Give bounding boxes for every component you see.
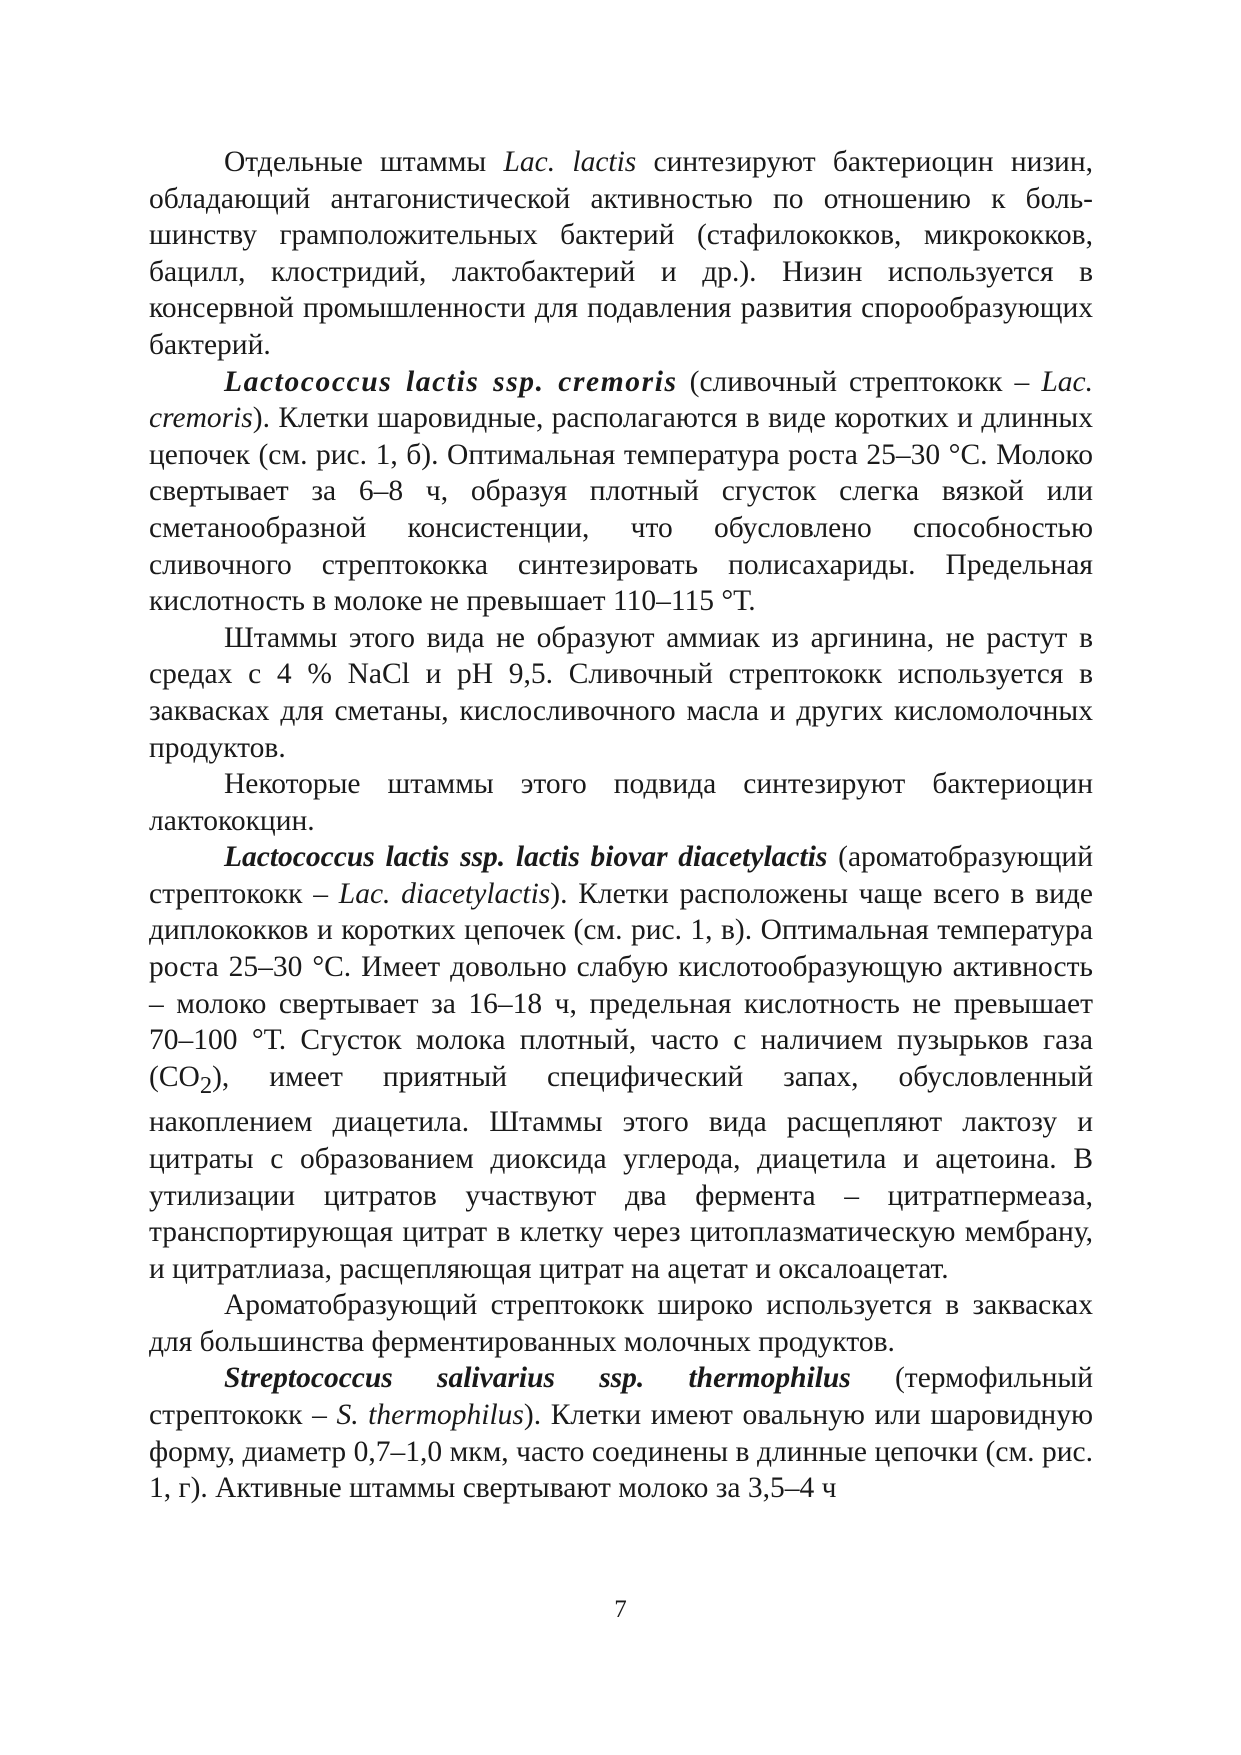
species-heading: Lactococcus lactis ssp. lactis biovar diacetylactis — [224, 841, 828, 874]
species-heading: Streptococcus salivarius ssp. thermophilus — [224, 1362, 851, 1395]
text-run: синтезируют бактериоцин низин, обладающий антагонистической активностью по отношению к большинству грамположительных бактерий (стафилококков, микрококков, бацилл, клостридий, лактобактерий и др.). Низин используется в консервной промышленности для подавления развития спорообразующих бактерий. — [149, 146, 1093, 361]
paragraph-nisin — [149, 144, 1093, 364]
text-run: Штаммы этого вида не образуют аммиак из аргинина, не растут в средах с 4 % NaCl и рН 9,5. Сливочный стрептококк используется в заквасках для сметаны, кислосливочного масла и других кисломолочных продуктов. — [149, 621, 1093, 764]
species-name: Lac. lactis — [503, 146, 637, 178]
text-run: (ароматобразующий стрептококк – — [149, 841, 1093, 910]
text-run: ). Клетки шаровидные, располагаются в виде коротких и длинных цепочек (см. рис. 1, б). Оптимальная температура роста 25–30 °С. Молоко свертывает за 6–8 ч, образуя плотный сгусток слегка вязкой или сметанообразной консистенции, что обусловлено способностью сливочного стрептококка синтезировать полисахариды. Предельная кислотность в молоке не превышает 110–115 °Т. — [149, 402, 1093, 618]
paragraph-aroma-usage — [149, 1287, 1093, 1360]
page-number: 7 — [614, 1596, 627, 1623]
text-run: Некоторые штаммы этого подвида синтезируют бактериоцин лактококцин. — [149, 768, 1093, 837]
species-name: Lac. diacetylactis — [338, 877, 551, 910]
text-run: ). Клетки расположены чаще всего в виде диплококков и коротких цепочек (см. рис. 1, в). Оптимальная температура роста 25–30 °С. Имеет довольно слабую кислотообразующую активность – молоко свертывает за 16–18 ч, предельная кислотность не превышает 70–100 °Т. Сгусток молока плотный, часто с наличием пузырьков газа (СО — [149, 877, 1094, 1093]
text-run: Ароматобразующий стрептококк широко используется в заквасках для большинства ферментированных молочных продуктов. — [149, 1289, 1093, 1358]
page-body — [149, 144, 1093, 1507]
paragraph-arginine — [149, 620, 1093, 766]
paragraph-diacetylactis — [149, 839, 1093, 1287]
species-heading: Lactococcus lactis ssp. cremoris — [224, 365, 678, 398]
text-run: (термофильный стрептококк – — [149, 1362, 1093, 1432]
subscript: 2 — [199, 1071, 213, 1099]
text-run: ), имеет приятный специфический запах, обусловленный накоплением диацетила. Штаммы этого вида расщепляют лактозу и цитраты с образованием диоксида углерода, диацетила и ацетоина. В утилизации цитратов участвуют два фермента – цитратпермеаза, транспортирующая цитрат в клетку через цитоплазматическую мембрану, и цитратлиаза, расщепляющая цитрат на ацетат и оксалоацетат. — [149, 1060, 1093, 1285]
paragraph-lactococcin — [149, 766, 1093, 839]
text-run: (сливочный стрептококк – — [677, 365, 1042, 398]
text-run: Отдельные штаммы — [224, 146, 504, 178]
species-name: S. thermophilus — [336, 1399, 524, 1432]
paragraph-cremoris — [149, 364, 1093, 620]
text-run: ). Клетки имеют овальную или шаровидную форму, диаметр 0,7–1,0 мкм, часто соединены в длинные цепочки (см. рис. 1, г). Активные штаммы свертывают молоко за 3,5–4 ч — [149, 1399, 1094, 1505]
paragraph-thermophilus — [149, 1360, 1093, 1506]
species-name: Lac. cremoris — [149, 365, 1093, 435]
